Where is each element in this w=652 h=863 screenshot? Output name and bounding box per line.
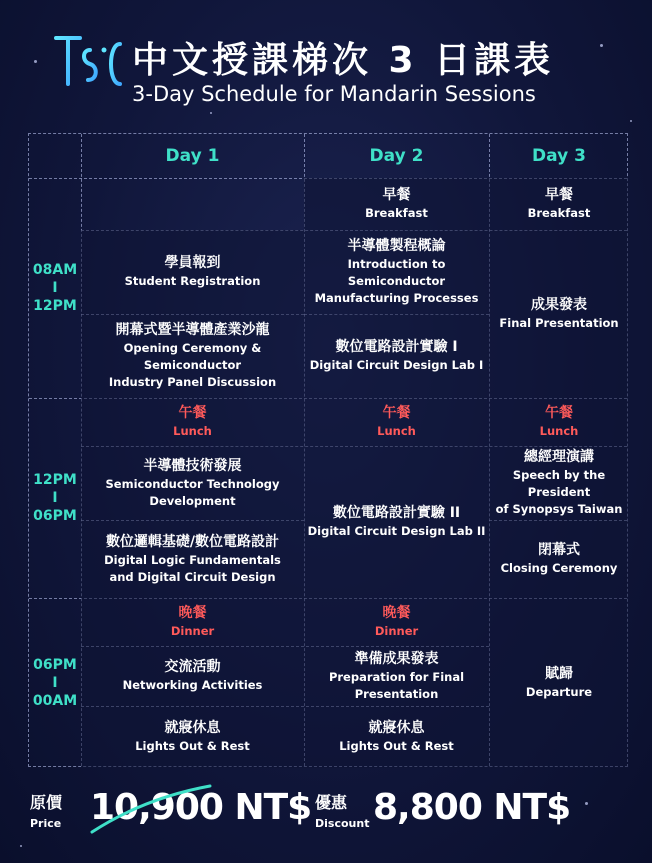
activity-zh: 早餐	[382, 187, 411, 203]
meal-en: Dinner	[170, 624, 215, 638]
activity-en: of Synopsys Taiwan	[495, 502, 623, 516]
meal-en: Lunch	[539, 424, 579, 438]
discount-label-en: Discount	[315, 817, 370, 830]
time-start: 08AM	[32, 262, 78, 278]
activity-en: Departure	[525, 685, 593, 699]
meal-zh: 晚餐	[178, 605, 207, 621]
activity-en: Breakfast	[365, 206, 428, 220]
star-decoration	[585, 802, 588, 805]
schedule-cell	[304, 314, 489, 398]
time-end: 06PM	[33, 508, 77, 524]
meal-zh: 午餐	[545, 405, 573, 421]
activity-en: Semiconductor Technology Development	[105, 476, 280, 508]
activity-zh: 數位電路設計實驗 II	[332, 505, 461, 521]
schedule-cell	[304, 446, 489, 598]
time-slot-morning	[29, 178, 81, 398]
schedule-cell	[304, 706, 489, 768]
activity-en: Industry Panel Discussion	[108, 375, 277, 389]
activity-zh: 開幕式暨半導體產業沙龍	[115, 322, 270, 338]
activity-zh: 半導體製程概論	[347, 238, 446, 254]
schedule-cell	[304, 646, 489, 706]
star-decoration	[210, 112, 212, 114]
activity-zh: 成果發表	[531, 297, 587, 313]
star-decoration	[34, 60, 37, 63]
discounted-price: 8,800 NT$	[373, 787, 571, 828]
time-end: 12PM	[33, 298, 77, 314]
activity-zh: 總經理演講	[524, 449, 594, 465]
meal-zh: 午餐	[178, 405, 207, 421]
activity-en: and Digital Circuit Design	[109, 569, 276, 584]
meal-cell	[304, 598, 489, 646]
star-decoration	[20, 845, 22, 847]
day-header	[304, 134, 489, 178]
tsic-logo	[52, 30, 122, 98]
meal-en: Lunch	[377, 424, 416, 438]
schedule-cell	[81, 314, 304, 398]
activity-en: Breakfast	[527, 206, 591, 220]
meal-cell	[81, 598, 304, 646]
time-separator: I	[52, 280, 58, 296]
time-slot-afternoon	[29, 398, 81, 598]
schedule-cell	[489, 520, 629, 598]
star-decoration	[600, 44, 603, 47]
meal-zh: 午餐	[382, 405, 411, 421]
activity-zh: 閉幕式	[538, 542, 580, 558]
schedule-cell	[81, 520, 304, 598]
activity-zh: 早餐	[545, 187, 573, 203]
activity-zh: 學員報到	[164, 255, 221, 271]
schedule-cell	[489, 230, 629, 398]
activity-en: Digital Logic Fundamentals	[104, 552, 281, 567]
discount-label-zh: 優惠	[315, 793, 348, 812]
discount-label	[315, 790, 369, 830]
price-label-en: Price	[30, 817, 62, 830]
schedule-cell	[304, 230, 489, 314]
schedule-cell	[489, 446, 629, 520]
schedule-cell	[81, 646, 304, 706]
price-label	[30, 790, 62, 830]
day-label: Day 2	[369, 146, 424, 166]
day-header	[489, 134, 629, 178]
meal-zh: 晚餐	[382, 605, 411, 621]
time-separator: I	[52, 675, 58, 691]
time-slot-evening	[29, 598, 81, 768]
original-price: 10,900 NT$	[90, 787, 312, 828]
meal-cell	[489, 398, 629, 446]
activity-en: Introduction to Semiconductor	[347, 257, 446, 288]
day-label: Day 1	[165, 146, 220, 166]
activity-en: Speech by the President	[512, 468, 606, 499]
activity-zh: 交流活動	[164, 659, 221, 675]
meal-en: Dinner	[374, 624, 419, 638]
activity-en: Lights Out & Rest	[339, 739, 454, 753]
activity-en: Closing Ceremony	[500, 561, 618, 575]
activity-en: Manufacturing Processes	[314, 291, 479, 305]
activity-zh: 賦歸	[545, 666, 573, 682]
activity-en: Digital Circuit Design Lab I	[309, 358, 484, 372]
activity-en: Lights Out & Rest	[135, 739, 250, 753]
activity-zh: 就寢休息	[164, 720, 221, 736]
meal-en: Lunch	[173, 424, 212, 438]
strikethrough-line	[86, 780, 216, 840]
time-start: 06PM	[33, 657, 77, 673]
time-separator: I	[52, 490, 58, 506]
activity-zh: 數位邏輯基礎/數位電路設計	[105, 533, 280, 550]
schedule-cell	[489, 178, 629, 230]
schedule-cell	[81, 706, 304, 768]
page-subtitle: 3-Day Schedule for Mandarin Sessions	[132, 82, 536, 106]
time-start: 12PM	[33, 472, 77, 488]
schedule-cell	[304, 178, 489, 230]
activity-en: Student Registration	[124, 274, 261, 288]
activity-zh: 準備成果發表	[354, 650, 439, 667]
activity-zh: 數位電路設計實驗 I	[335, 339, 458, 355]
activity-zh: 就寢休息	[368, 720, 425, 736]
page-title: 中文授課梯次 3 日課表	[132, 40, 555, 81]
activity-en: Opening Ceremony & Semiconductor	[123, 341, 262, 372]
schedule-table	[28, 133, 628, 767]
day-header	[81, 134, 304, 178]
meal-cell	[304, 398, 489, 446]
star-decoration	[630, 120, 632, 122]
schedule-cell	[81, 446, 304, 520]
activity-zh: 半導體技術發展	[143, 457, 242, 474]
schedule-cell	[81, 230, 304, 314]
activity-en: Networking Activities	[122, 678, 263, 692]
activity-en: Preparation for Final Presentation	[328, 669, 465, 701]
activity-en: Final Presentation	[499, 316, 619, 330]
price-label-zh: 原價	[30, 793, 63, 812]
schedule-cell	[489, 598, 629, 768]
activity-en: Digital Circuit Design Lab II	[307, 524, 486, 538]
time-end: 00AM	[32, 693, 78, 709]
day-label: Day 3	[532, 146, 586, 166]
meal-cell	[81, 398, 304, 446]
